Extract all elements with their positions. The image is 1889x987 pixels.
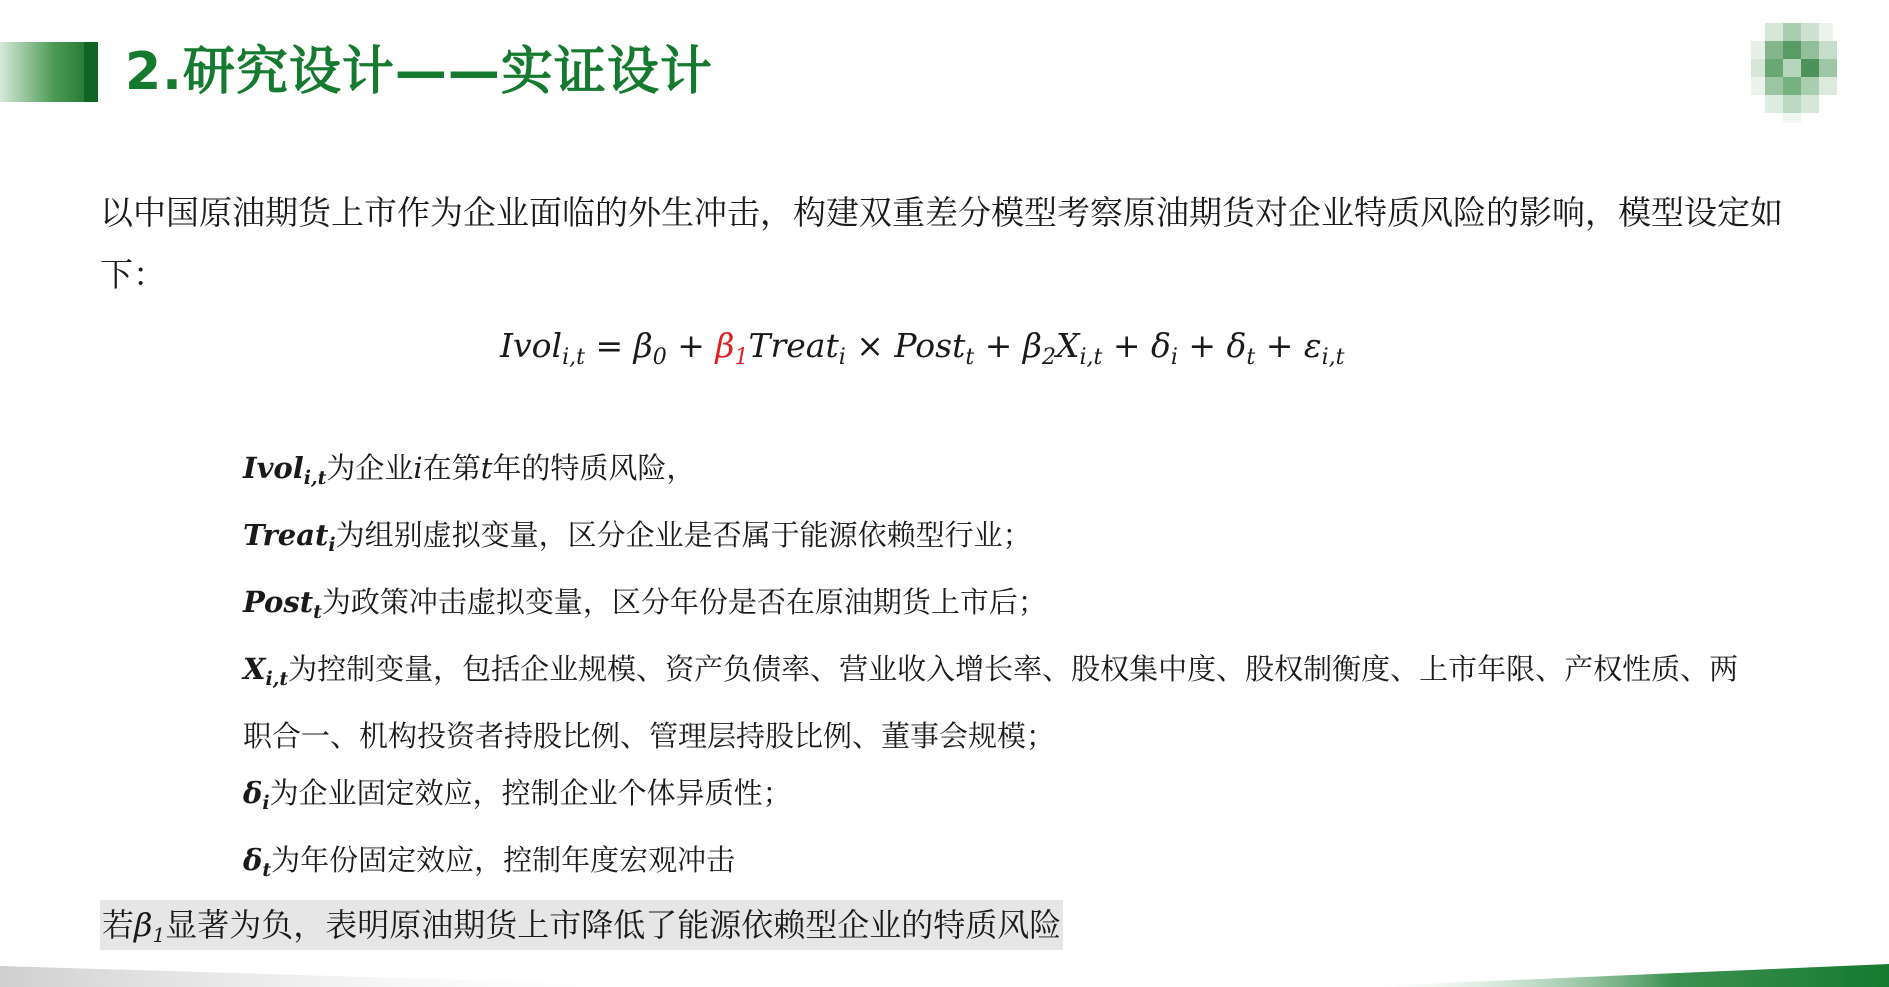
page-title: 2.研究设计——实证设计	[125, 42, 713, 102]
footer-decoration	[0, 960, 1889, 987]
conclusion-symbol: $\beta_1$	[134, 906, 166, 947]
university-logo-icon	[1745, 18, 1845, 128]
definition-symbol: Treat$_i$	[243, 518, 336, 556]
title-accent-bar-edge	[84, 42, 98, 102]
definition-ivol: Ivol$_{i,t}$为企业i在第t年的特质风险，	[243, 451, 696, 489]
formula-delta-i: $\delta_i$	[1150, 326, 1178, 370]
variable-definitions-list	[243, 440, 1763, 899]
definition-post: Post$_t$为政策冲击虚拟变量，区分年份是否在原油期货上市后；	[243, 585, 1047, 623]
formula-delta-t: $\delta_t$	[1226, 326, 1256, 370]
formula-post: Post$_t$	[894, 326, 975, 370]
formula-beta2-x: $\beta_2X_{i,t}$	[1022, 326, 1103, 370]
formula-lhs: Ivol$_{i,t}$	[500, 326, 585, 370]
formula-treat: Treat$_i$	[748, 326, 846, 370]
formula-beta1-highlight: $\beta_1$	[715, 326, 749, 370]
definition-symbol: $\delta_t$	[243, 843, 272, 881]
definition-controls: $X_{i,t}$为控制变量，包括企业规模、资产负债率、营业收入增长率、股权集中度、股权制衡度、上市年限、产权性质、两职合一、机构投资者持股比例、管理层持股比例、董事会规模；	[243, 652, 1739, 753]
definition-symbol: $X_{i,t}$	[243, 652, 289, 690]
formula-beta0: $\beta_0$	[633, 326, 667, 370]
definition-symbol: Ivol$_{i,t}$	[243, 451, 327, 489]
definition-treat: Treat$_i$为组别虚拟变量，区分企业是否属于能源依赖型行业；	[243, 518, 1032, 556]
did-model-formula: Ivol$_{i,t}$ = $\beta_0$ + $\beta_1Treat_i$ × Post$_t$ + $\beta_2X_{i,t} + \delta_i + \delta_t + \varepsilon_{i,t}$	[500, 326, 1345, 370]
definition-symbol: Post$_t$	[243, 585, 322, 623]
definition-symbol: $\delta_i$	[243, 776, 270, 814]
conclusion-highlight: 若$\beta_1$显著为负，表明原油期货上市降低了能源依赖型企业的特质风险	[100, 900, 1063, 950]
intro-paragraph: 以中国原油期货上市作为企业面临的外生冲击，构建双重差分模型考察原油期货对企业特质风险的影响，模型设定如下：	[100, 193, 1783, 294]
definition-year-fe: $\delta_t$为年份固定效应，控制年度宏观冲击	[243, 843, 736, 881]
definition-firm-fe: $\delta_i$为企业固定效应，控制企业个体异质性；	[243, 776, 792, 814]
formula-epsilon: $\varepsilon_{i,t}$	[1303, 326, 1345, 370]
